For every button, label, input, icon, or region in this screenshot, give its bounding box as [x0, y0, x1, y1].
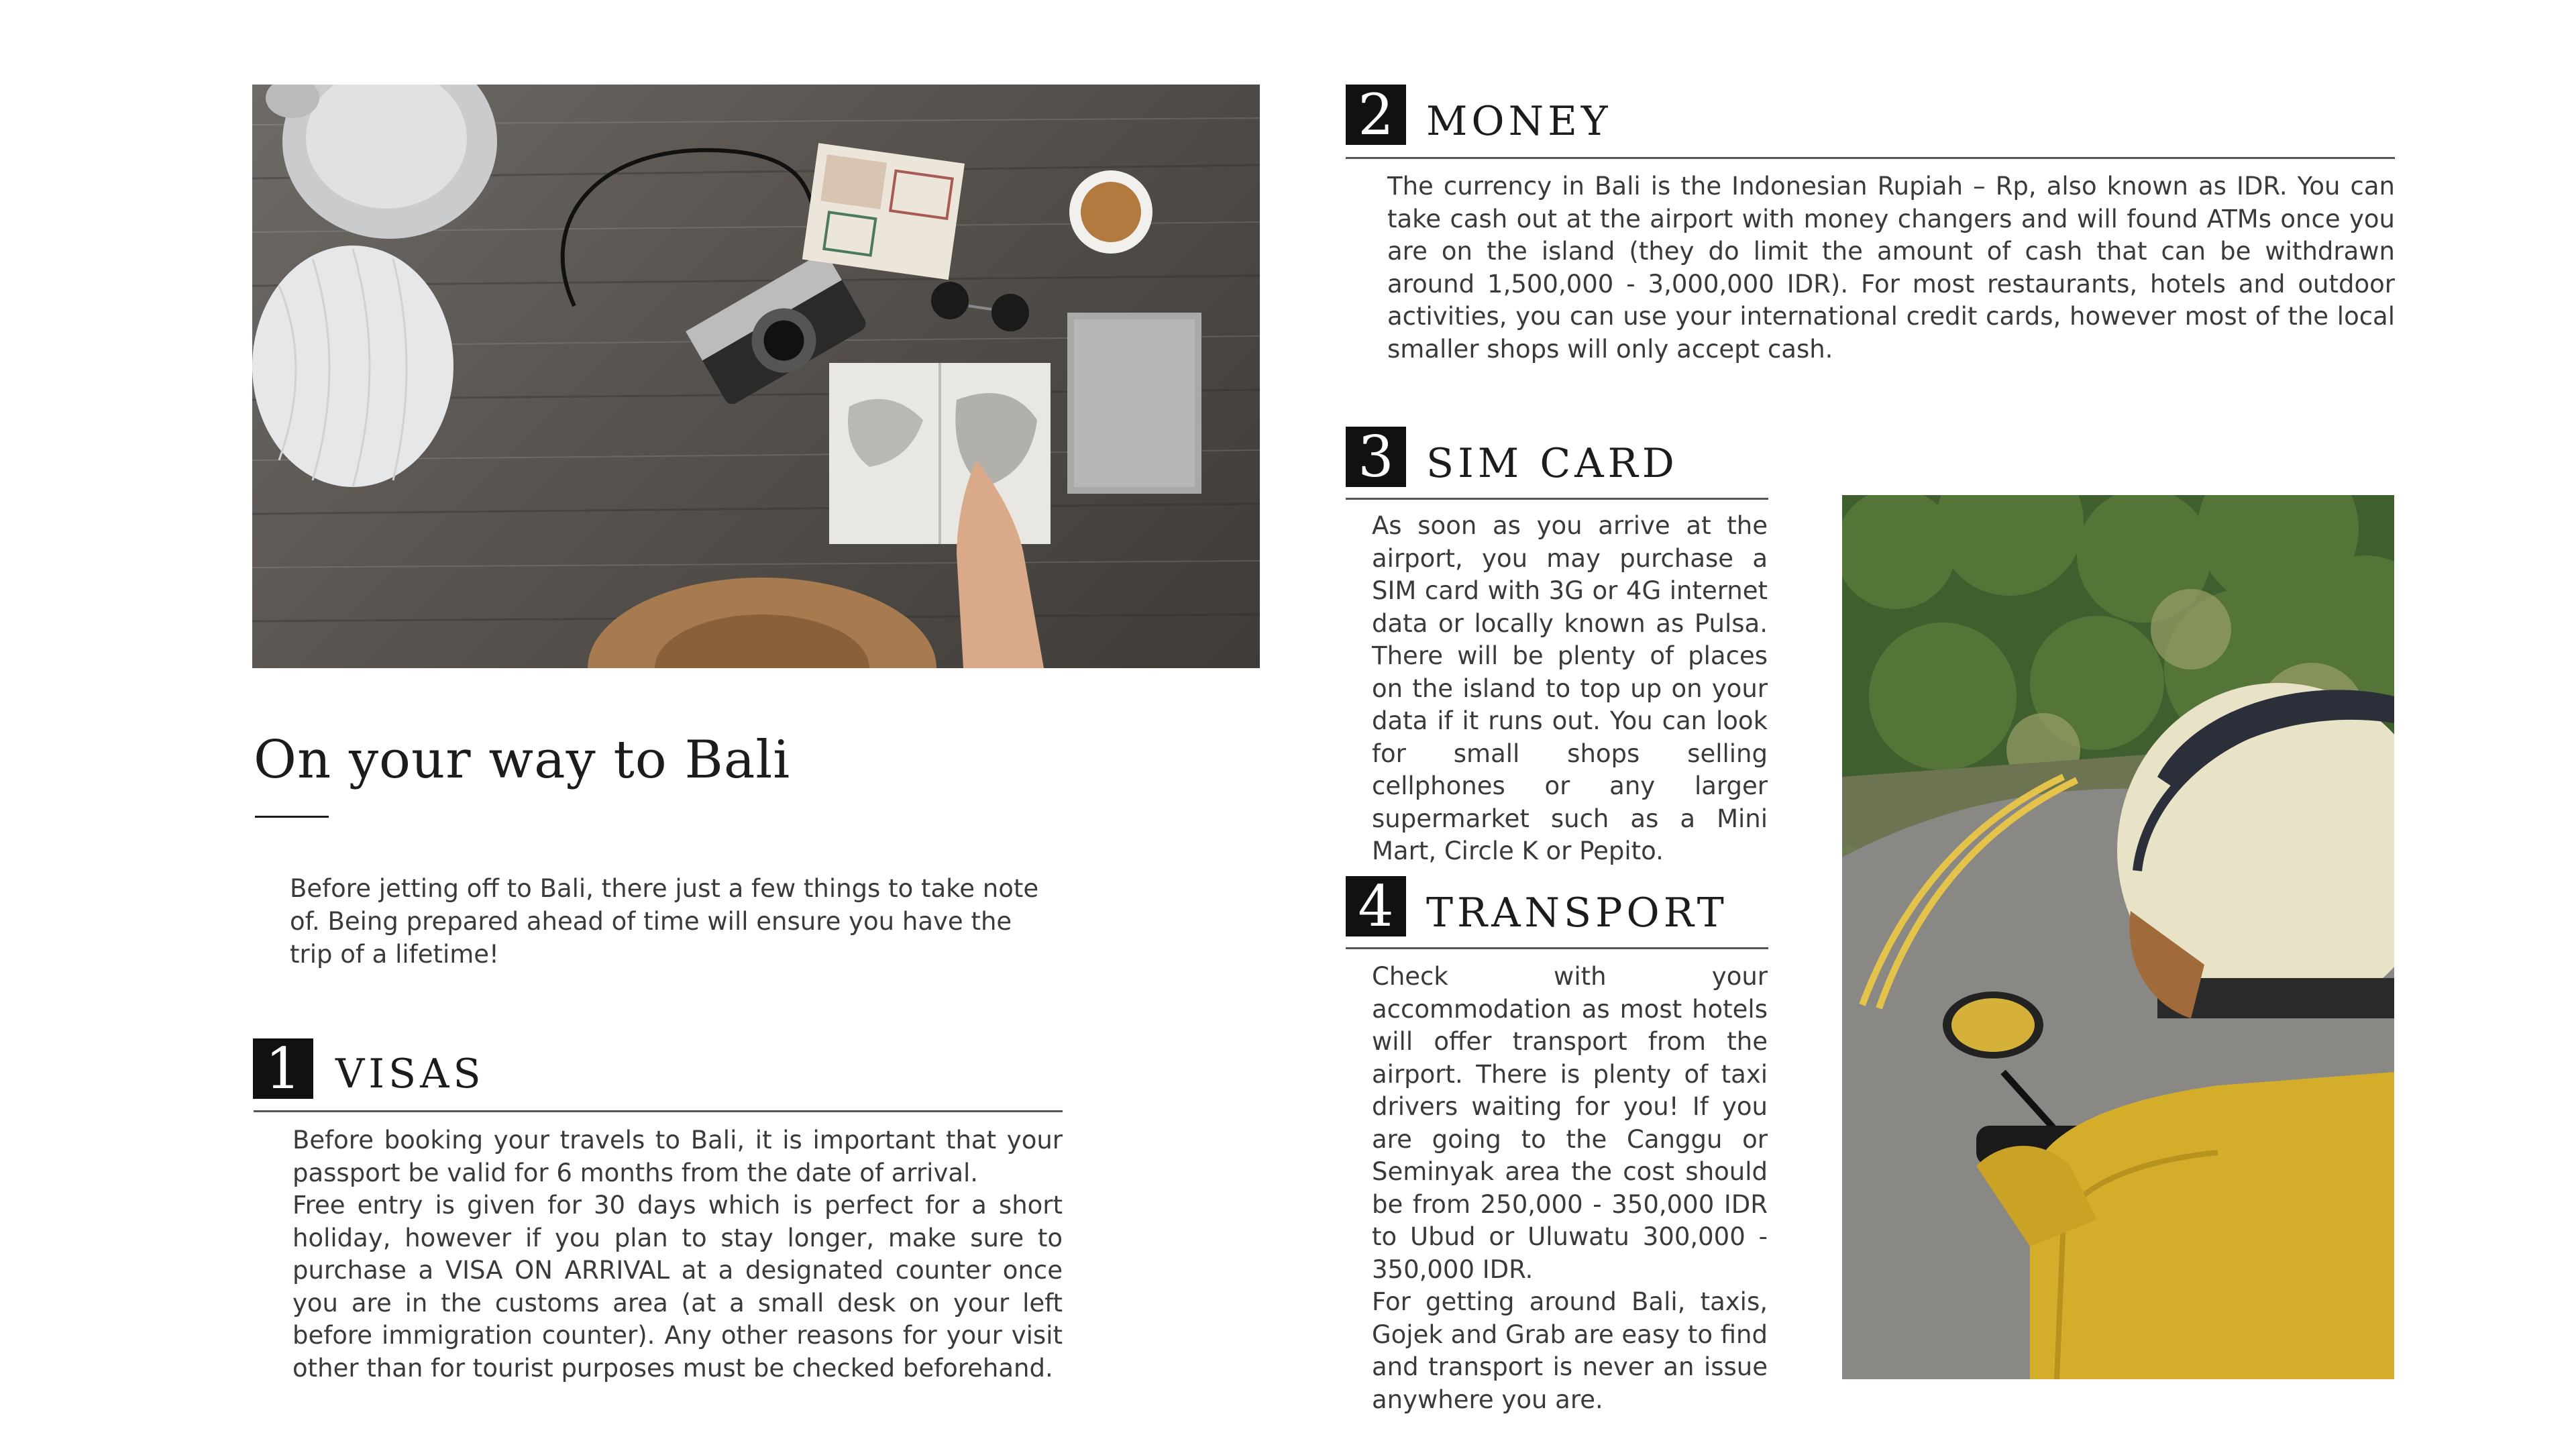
section-paragraph: For getting around Bali, taxis, Gojek and Grab are easy to find and transport is never an issue anywhere you are. [1372, 1287, 1768, 1414]
travel-flatlay-photo [252, 85, 1260, 668]
section-number-transport: 4 [1346, 876, 1406, 936]
intro-text: Before jetting off to Bali, there just a few things to take note of. Being prepared ahead of time will ensure you have the trip of a lifetime! [290, 874, 1039, 969]
scooter-rider-photo [1842, 495, 2394, 1379]
section-body-money [1387, 170, 2395, 366]
section-title-transport: TRANSPORT [1426, 890, 1728, 936]
section-divider [1346, 498, 1768, 500]
title-underline [255, 816, 329, 818]
section-title-money: MONEY [1426, 98, 1612, 145]
section-title-sim-card: SIM CARD [1426, 440, 1678, 487]
section-body-visas [292, 1124, 1063, 1385]
section-paragraph: Before booking your travels to Bali, it is important that your passport be valid for 6 months from the date of arrival. [292, 1126, 1063, 1187]
travel-flatlay-illustration [252, 85, 1260, 668]
page-title: On your way to Bali [254, 730, 791, 790]
section-divider [1346, 157, 2395, 159]
section-paragraph: The currency in Bali is the Indonesian Rupiah – Rp, also known as IDR. You can take cash out at the airport with money changers and will found ATMs once you are on the island (they do limit the amount of cash that can be withdrawn around 1,500,000 - 3,000,000 IDR). For most restaurants, hotels and outdoor activities, you can use your international credit cards, however most of the local smaller shops will only accept cash. [1387, 172, 2395, 364]
section-title-visas: VISAS [335, 1051, 485, 1097]
section-divider [1346, 947, 1768, 949]
section-number-sim-card: 3 [1346, 427, 1406, 487]
section-divider [254, 1110, 1063, 1112]
scooter-rider-illustration [1842, 495, 2394, 1379]
section-body-sim-card [1372, 510, 1768, 868]
section-paragraph: Free entry is given for 30 days which is perfect for a short holiday, however if you plan to stay longer, make sure to purchase a VISA ON ARRIVAL at a designated counter once you are in the customs area (at a small desk on your left before immigration counter). Any other reasons for your visit other than for tourist purposes must be checked beforehand. [292, 1191, 1063, 1383]
section-paragraph: As soon as you arrive at the airport, you may purchase a SIM card with 3G or 4G internet data or locally known as Pulsa. There will be plenty of places on the island to top up on your data if it runs out. You can look for small shops selling cellphones or any larger supermarket such as a Mini Mart, Circle K or Pepito. [1372, 511, 1768, 865]
section-number-visas: 1 [253, 1038, 313, 1099]
section-body-transport [1372, 961, 1768, 1416]
section-number-money: 2 [1346, 85, 1406, 145]
section-paragraph: Check with your accommodation as most hotels will offer transport from the airport. There is plenty of taxi drivers waiting for you! If you are going to the Canggu or Seminyak area the cost should be from 250,000 - 350,000 IDR to Ubud or Uluwatu 300,000 - 350,000 IDR. [1372, 962, 1768, 1284]
